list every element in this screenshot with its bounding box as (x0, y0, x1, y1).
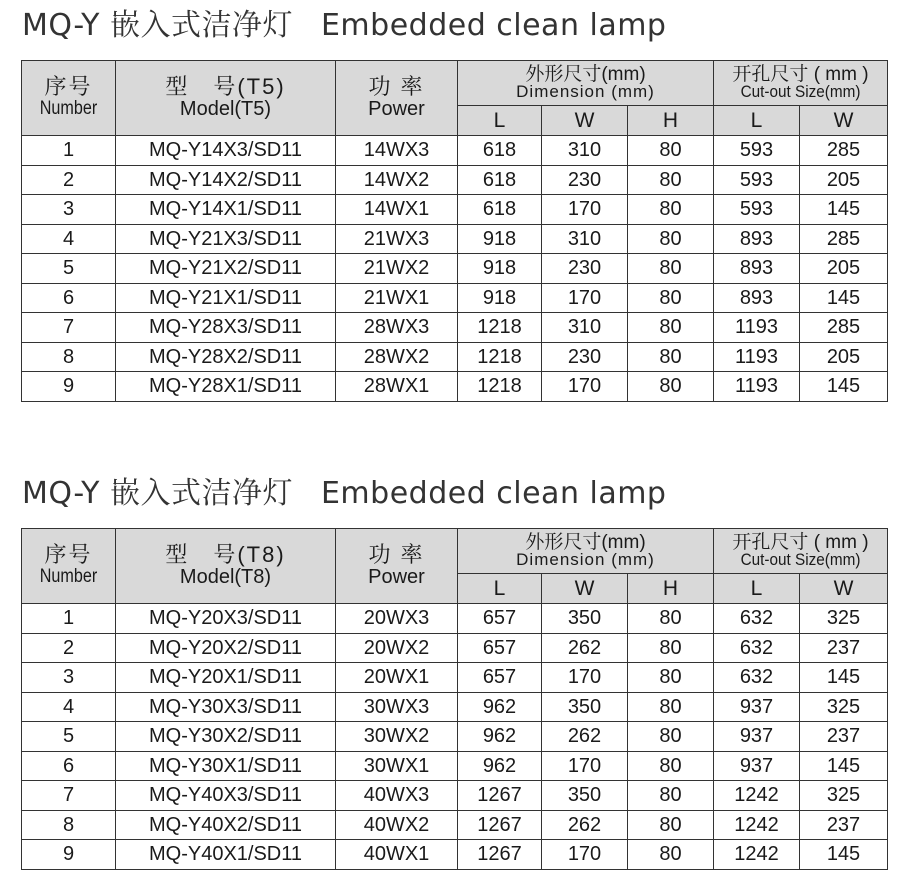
cell-number: 6 (22, 751, 116, 781)
cell-dim-h: 80 (628, 604, 714, 634)
cell-number: 8 (22, 342, 116, 372)
cell-cut-l: 1193 (714, 342, 800, 372)
cell-cut-w: 285 (800, 136, 888, 166)
cell-cut-w: 145 (800, 372, 888, 402)
cell-cut-w: 325 (800, 692, 888, 722)
cell-power: 14WX2 (336, 165, 458, 195)
cell-dim-h: 80 (628, 224, 714, 254)
cell-cut-w: 237 (800, 722, 888, 752)
cell-dim-h: 80 (628, 313, 714, 343)
cell-number: 5 (22, 722, 116, 752)
cell-dim-l: 1218 (458, 313, 542, 343)
cell-dim-w: 310 (542, 224, 628, 254)
cell-number: 8 (22, 810, 116, 840)
cell-dim-h: 80 (628, 663, 714, 693)
table-row (22, 604, 888, 634)
cell-power: 40WX3 (336, 781, 458, 811)
header-cut-l: L (714, 574, 800, 604)
section-title (22, 474, 666, 514)
cell-power: 20WX3 (336, 604, 458, 634)
table-row (22, 165, 888, 195)
header-dim-h: H (628, 106, 714, 136)
cell-number: 1 (22, 604, 116, 634)
cell-power: 28WX3 (336, 313, 458, 343)
cell-model: MQ-Y28X1/SD11 (116, 372, 336, 402)
cell-dim-h: 80 (628, 165, 714, 195)
table-row (22, 663, 888, 693)
cell-model: MQ-Y21X1/SD11 (116, 283, 336, 313)
cell-dim-l: 657 (458, 604, 542, 634)
cell-cut-w: 145 (800, 283, 888, 313)
cell-model: MQ-Y21X3/SD11 (116, 224, 336, 254)
cell-dim-w: 230 (542, 254, 628, 284)
cell-cut-l: 593 (714, 165, 800, 195)
cell-model: MQ-Y30X1/SD11 (116, 751, 336, 781)
cell-cut-l: 1242 (714, 781, 800, 811)
table-row (22, 722, 888, 752)
cell-number: 1 (22, 136, 116, 166)
cell-dim-l: 1218 (458, 342, 542, 372)
cell-number: 2 (22, 633, 116, 663)
cell-cut-l: 893 (714, 283, 800, 313)
table-row (22, 810, 888, 840)
cell-dim-h: 80 (628, 840, 714, 870)
header-cutout: 开孔尺寸 ( mm ) Cut-out Size(mm) (714, 529, 888, 574)
cell-dim-w: 310 (542, 136, 628, 166)
header-cut-w: W (800, 574, 888, 604)
cell-number: 6 (22, 283, 116, 313)
cell-model: MQ-Y28X3/SD11 (116, 313, 336, 343)
table-row (22, 195, 888, 225)
table-row (22, 136, 888, 166)
cell-dim-w: 170 (542, 663, 628, 693)
cell-power: 20WX1 (336, 663, 458, 693)
cell-number: 7 (22, 781, 116, 811)
spec-table (21, 528, 888, 870)
header-row-top (22, 529, 888, 574)
cell-model: MQ-Y20X1/SD11 (116, 663, 336, 693)
cell-dim-h: 80 (628, 283, 714, 313)
cell-number: 4 (22, 692, 116, 722)
cell-cut-w: 145 (800, 663, 888, 693)
table-row (22, 224, 888, 254)
cell-dim-w: 170 (542, 283, 628, 313)
table-row (22, 313, 888, 343)
cell-cut-l: 1193 (714, 313, 800, 343)
cell-dim-w: 350 (542, 781, 628, 811)
cell-cut-w: 205 (800, 254, 888, 284)
cell-cut-w: 285 (800, 224, 888, 254)
cell-model: MQ-Y28X2/SD11 (116, 342, 336, 372)
table-row (22, 751, 888, 781)
cell-power: 40WX1 (336, 840, 458, 870)
cell-dim-w: 262 (542, 810, 628, 840)
cell-dim-l: 962 (458, 751, 542, 781)
cell-dim-l: 1267 (458, 810, 542, 840)
cell-dim-w: 170 (542, 840, 628, 870)
table-row (22, 781, 888, 811)
cell-cut-w: 205 (800, 342, 888, 372)
cell-dim-l: 1267 (458, 840, 542, 870)
cell-number: 3 (22, 195, 116, 225)
cell-dim-l: 918 (458, 224, 542, 254)
cell-number: 4 (22, 224, 116, 254)
cell-dim-l: 618 (458, 165, 542, 195)
table-row (22, 254, 888, 284)
header-model: 型 号(T8) Model(T8) (116, 529, 336, 604)
header-cutout: 开孔尺寸 ( mm ) Cut-out Size(mm) (714, 61, 888, 106)
header-number: 序号 Number (22, 529, 116, 604)
header-model: 型 号(T5) Model(T5) (116, 61, 336, 136)
cell-cut-l: 893 (714, 224, 800, 254)
cell-number: 3 (22, 663, 116, 693)
table-row (22, 283, 888, 313)
cell-dim-h: 80 (628, 810, 714, 840)
cell-dim-h: 80 (628, 692, 714, 722)
cell-dim-h: 80 (628, 633, 714, 663)
cell-dim-w: 262 (542, 722, 628, 752)
cell-dim-l: 1218 (458, 372, 542, 402)
table-row (22, 372, 888, 402)
cell-dim-h: 80 (628, 254, 714, 284)
title-cn: MQ-Y 嵌入式洁净灯 (22, 8, 293, 43)
cell-dim-h: 80 (628, 781, 714, 811)
header-dim-w: W (542, 574, 628, 604)
cell-dim-w: 230 (542, 342, 628, 372)
table-row (22, 692, 888, 722)
cell-cut-w: 145 (800, 195, 888, 225)
cell-number: 5 (22, 254, 116, 284)
cell-power: 40WX2 (336, 810, 458, 840)
cell-cut-l: 632 (714, 633, 800, 663)
cell-power: 28WX1 (336, 372, 458, 402)
title-en: Embedded clean lamp (320, 476, 667, 511)
cell-dim-h: 80 (628, 751, 714, 781)
cell-dim-w: 170 (542, 751, 628, 781)
cell-power: 30WX1 (336, 751, 458, 781)
cell-dim-l: 1267 (458, 781, 542, 811)
cell-dim-h: 80 (628, 195, 714, 225)
cell-cut-l: 1242 (714, 810, 800, 840)
cell-model: MQ-Y40X1/SD11 (116, 840, 336, 870)
header-dim-h: H (628, 574, 714, 604)
cell-dim-h: 80 (628, 342, 714, 372)
cell-model: MQ-Y40X3/SD11 (116, 781, 336, 811)
table-row (22, 633, 888, 663)
cell-model: MQ-Y14X3/SD11 (116, 136, 336, 166)
cell-number: 2 (22, 165, 116, 195)
section-title (22, 6, 666, 46)
cell-cut-w: 237 (800, 810, 888, 840)
cell-power: 30WX3 (336, 692, 458, 722)
table-row (22, 840, 888, 870)
cell-cut-w: 285 (800, 313, 888, 343)
cell-cut-w: 237 (800, 633, 888, 663)
cell-dim-l: 962 (458, 692, 542, 722)
cell-cut-l: 937 (714, 751, 800, 781)
cell-cut-l: 632 (714, 663, 800, 693)
header-dimension: 外形尺寸(mm) Dimension (mm) (458, 61, 714, 106)
cell-dim-l: 618 (458, 195, 542, 225)
cell-power: 21WX3 (336, 224, 458, 254)
cell-model: MQ-Y30X2/SD11 (116, 722, 336, 752)
cell-dim-w: 350 (542, 604, 628, 634)
header-cut-l: L (714, 106, 800, 136)
cell-power: 21WX1 (336, 283, 458, 313)
cell-dim-l: 962 (458, 722, 542, 752)
cell-number: 7 (22, 313, 116, 343)
header-power: 功 率 Power (336, 61, 458, 136)
cell-cut-l: 893 (714, 254, 800, 284)
header-dim-w: W (542, 106, 628, 136)
cell-dim-h: 80 (628, 136, 714, 166)
cell-model: MQ-Y30X3/SD11 (116, 692, 336, 722)
cell-dim-h: 80 (628, 722, 714, 752)
header-number: 序号 Number (22, 61, 116, 136)
cell-dim-l: 918 (458, 283, 542, 313)
cell-dim-l: 657 (458, 663, 542, 693)
cell-model: MQ-Y14X2/SD11 (116, 165, 336, 195)
cell-model: MQ-Y20X3/SD11 (116, 604, 336, 634)
cell-dim-l: 657 (458, 633, 542, 663)
cell-cut-w: 325 (800, 604, 888, 634)
cell-model: MQ-Y14X1/SD11 (116, 195, 336, 225)
header-dimension: 外形尺寸(mm) Dimension (mm) (458, 529, 714, 574)
cell-power: 20WX2 (336, 633, 458, 663)
cell-dim-w: 262 (542, 633, 628, 663)
cell-number: 9 (22, 840, 116, 870)
cell-power: 30WX2 (336, 722, 458, 752)
cell-model: MQ-Y40X2/SD11 (116, 810, 336, 840)
cell-power: 14WX3 (336, 136, 458, 166)
spec-table (21, 60, 888, 402)
table-row (22, 342, 888, 372)
header-dim-l: L (458, 574, 542, 604)
cell-cut-l: 937 (714, 692, 800, 722)
cell-power: 21WX2 (336, 254, 458, 284)
cell-dim-w: 350 (542, 692, 628, 722)
header-cut-w: W (800, 106, 888, 136)
cell-cut-w: 205 (800, 165, 888, 195)
cell-cut-l: 1193 (714, 372, 800, 402)
cell-cut-w: 145 (800, 751, 888, 781)
cell-power: 14WX1 (336, 195, 458, 225)
cell-cut-w: 325 (800, 781, 888, 811)
title-en: Embedded clean lamp (320, 8, 667, 43)
cell-dim-w: 170 (542, 195, 628, 225)
header-row-top (22, 61, 888, 106)
cell-cut-w: 145 (800, 840, 888, 870)
title-cn: MQ-Y 嵌入式洁净灯 (22, 476, 293, 511)
cell-dim-l: 618 (458, 136, 542, 166)
cell-cut-l: 937 (714, 722, 800, 752)
cell-dim-w: 310 (542, 313, 628, 343)
cell-model: MQ-Y21X2/SD11 (116, 254, 336, 284)
cell-dim-h: 80 (628, 372, 714, 402)
cell-power: 28WX2 (336, 342, 458, 372)
cell-cut-l: 593 (714, 136, 800, 166)
header-dim-l: L (458, 106, 542, 136)
cell-model: MQ-Y20X2/SD11 (116, 633, 336, 663)
cell-cut-l: 1242 (714, 840, 800, 870)
cell-dim-l: 918 (458, 254, 542, 284)
cell-cut-l: 593 (714, 195, 800, 225)
cell-cut-l: 632 (714, 604, 800, 634)
cell-number: 9 (22, 372, 116, 402)
header-power: 功 率 Power (336, 529, 458, 604)
cell-dim-w: 230 (542, 165, 628, 195)
cell-dim-w: 170 (542, 372, 628, 402)
